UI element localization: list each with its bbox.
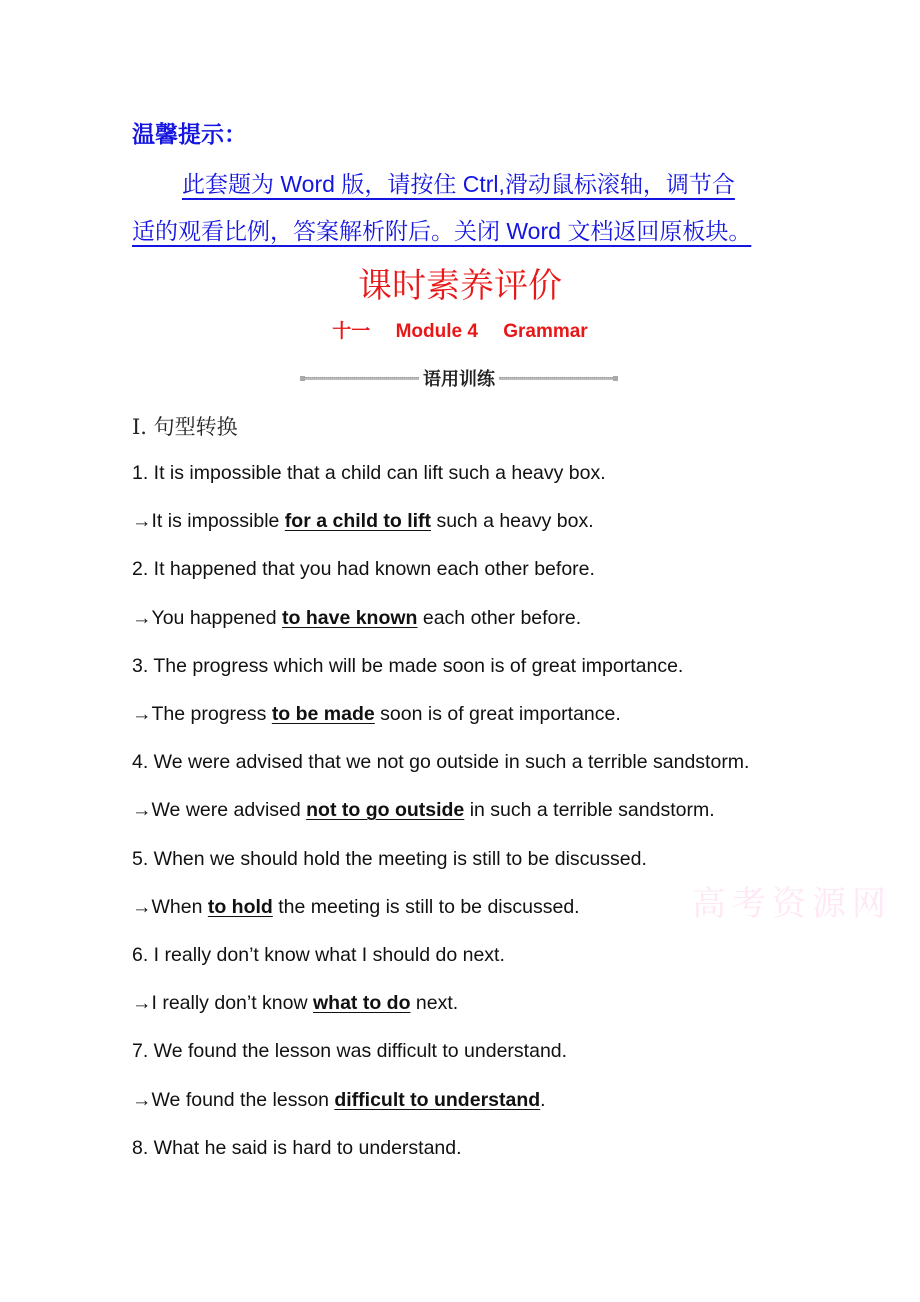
answer-key: to be made xyxy=(271,703,375,725)
tip-title: 温馨提示： xyxy=(132,121,247,147)
question: 7. We found the lesson was difficult to understand. xyxy=(132,1040,568,1063)
question: 4. We were advised that we not go outside in such a terrible sandstorm. xyxy=(132,751,750,774)
answer xyxy=(132,799,715,822)
answer-suffix: soon is of great importance. xyxy=(374,703,621,725)
answer-key: not to go outside xyxy=(306,799,465,822)
answer-suffix: the meeting is still to be discussed. xyxy=(272,895,580,918)
answer-key: for a child to lift xyxy=(284,510,432,533)
question: 8. What he said is hard to understand. xyxy=(132,1136,462,1159)
question: 2. It happened that you had known each other before. xyxy=(132,558,595,581)
answer-prefix: →It is impossible xyxy=(132,510,285,533)
watermark: 高考资源网 xyxy=(692,885,892,923)
answer-key: to have known xyxy=(282,606,418,629)
section-divider xyxy=(300,366,618,390)
tip-line-2: 适的观看比例，答案解析附后。关闭 Word 文档返回原板块。 xyxy=(132,218,752,244)
answer xyxy=(132,992,458,1015)
tip-line-1: 此套题为 Word 版，请按住 Ctrl,滑动鼠标滚轴，调节合 xyxy=(182,171,735,197)
answer-prefix: →The progress xyxy=(132,703,272,725)
question: 1. It is impossible that a child can lift such a heavy box. xyxy=(132,462,606,484)
divider-line xyxy=(499,377,613,380)
answer-suffix: in such a terrible sandstorm. xyxy=(464,799,715,822)
answer-prefix: →When xyxy=(132,895,208,918)
section-heading: Ⅰ. 句型转换 xyxy=(132,415,238,439)
answer-key: what to do xyxy=(313,992,411,1015)
answer-key: difficult to understand xyxy=(334,1088,541,1111)
answer xyxy=(132,703,621,726)
answer xyxy=(132,607,581,630)
answer xyxy=(132,896,580,919)
divider-end xyxy=(613,376,618,381)
answer-prefix: →I really don’t know xyxy=(132,992,313,1015)
answer-prefix: →We found the lesson xyxy=(132,1088,335,1111)
question: 6. I really don’t know what I should do next. xyxy=(132,944,505,966)
subtitle xyxy=(0,316,920,343)
module-name: Module 4 xyxy=(395,321,478,342)
divider-label: 语用训练 xyxy=(423,369,495,389)
divider-line xyxy=(305,377,419,380)
answer-suffix: next. xyxy=(410,992,459,1015)
question: 3. The progress which will be made soon is of great importance. xyxy=(132,654,684,677)
answer-suffix: each other before. xyxy=(417,606,582,629)
page-title: 课时素养评价 xyxy=(358,267,562,305)
answer-suffix: . xyxy=(540,1088,546,1111)
answer-prefix: →We were advised xyxy=(132,799,307,822)
topic-name: Grammar xyxy=(503,321,588,342)
answer xyxy=(132,510,594,533)
answer-suffix: such a heavy box. xyxy=(431,510,594,533)
question: 5. When we should hold the meeting is still to be discussed. xyxy=(132,847,647,870)
lesson-number: 十一 xyxy=(332,321,371,342)
answer-key: to hold xyxy=(207,895,273,918)
answer-prefix: →You happened xyxy=(132,606,283,629)
answer xyxy=(132,1089,546,1112)
